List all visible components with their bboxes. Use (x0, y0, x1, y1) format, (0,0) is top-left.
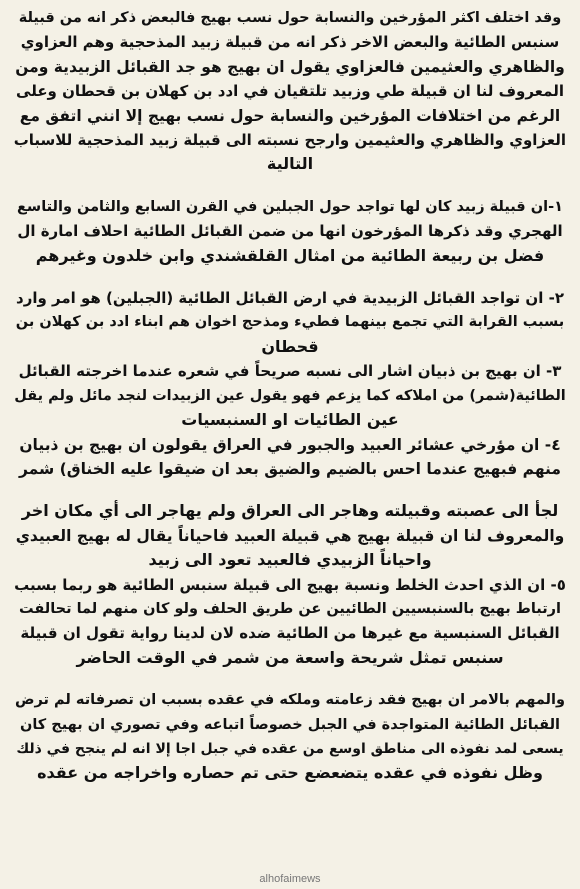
text-line: عين الطائيات او السنبسيات (181, 410, 399, 430)
paragraph-reason-1 (14, 195, 566, 268)
text-line: ٥- ان الذي احدث الخلط ونسبة بهيج الى قبيلة سنبس الطائية هو ربما بسبب (14, 575, 566, 594)
paragraph-conclusion (14, 688, 566, 786)
text-line: وقد اختلف اكثر المؤرخين والنسابة حول نسب بهيج فالبعض ذكر انه من قبيلة (18, 10, 562, 26)
paragraph-intro (14, 6, 566, 177)
text-line: سنبس تمثل شريحة واسعة من شمر في الوقت الحاضر (76, 647, 504, 667)
text-line: ٣- ان بهيج بن ذبيان اشار الى نسبه صريحاً في شعره عندما اخرجته القبائل (18, 362, 562, 381)
paragraph-reason-5 (14, 499, 566, 670)
text-line: القبائل السنبسية مع غيرها من الطائية ضده لان لدينا رواية تقول ان قبيلة (20, 624, 560, 643)
paragraph-gap (14, 268, 566, 286)
text-line: المعروف لنا ان قبيلة طي وزبيد تلتقيان في ادد بن كهلان بن قحطان وعلى (16, 82, 564, 101)
text-line: العزاوي والظاهري والعثيمين وارجح نسبته الى قبيلة زبيد المذحجية للاسباب (14, 131, 566, 150)
text-line: الطائية(شمر) من املاكه كما يزعم فهو يقول عين الزبيدات لنجد مائل ولم يقل (14, 387, 566, 404)
site-watermark: alhofaimews (259, 873, 321, 885)
text-line: ٤- ان مؤرخي عشائر العبيد والجبور في العراق يقولون ان بهيج بن ذبيان (19, 435, 561, 454)
paragraph-gap (14, 670, 566, 688)
text-line: سنبس الطائية والبعض الاخر ذكر انه من قبيلة زبيد المذحجية وهم العزاوي (20, 33, 560, 52)
text-line: ٢- ان تواجد القبائل الزبيدية في ارض القبائل الطائية (الجبلين) هو امر وارد (16, 289, 564, 308)
paragraph-reasons-2-4 (14, 286, 566, 481)
text-line: لجأ الى عصبته وقبيلته وهاجر الى العراق ولم يهاجر الى أي مكان اخر (21, 501, 559, 521)
text-line: ارتباط بهيج بالسنبسيين الطائيين عن طريق الحلف ولو كان منهم لما تحالفت (18, 600, 561, 617)
text-line: يسعى لمد نفوذه الى مناطق اوسع من عقده في جبل اجا إلا انه لم ينجح في ذلك (16, 740, 564, 757)
text-line: وظل نفوذه في عقده يتضعضع حتى تم حصاره واخراجه من عقده (37, 763, 543, 783)
text-line: القبائل الطائية المتواجدة في الجبل خصوصاً اتباعه وفي تصوري ان بهيج كان (19, 716, 561, 733)
text-line: ١-ان قبيلة زبيد كان لها تواجد حول الجبلين في القرن السابع والثامن والتاسع (17, 198, 563, 215)
text-line: فضل بن ربيعة الطائية من امثال القلقشندي وابن خلدون وغيرهم (35, 245, 545, 265)
text-line: بسبب القرابة التي تجمع بينهما فطيء ومذحج اخوان هم ابناء ادد بن كهلان بن (15, 314, 565, 331)
text-line: الهجري وقد ذكرها المؤرخون انها من ضمن القبائل الطائية احلاف امارة ال (17, 222, 563, 241)
text-line: والمهم بالامر ان بهيج فقد زعامته وملكه في عقده بسبب ان تصرفاته لم ترض (15, 692, 565, 709)
text-line: قحطان (261, 336, 319, 356)
text-line: واحياناً الزبيدي فالعبيد تعود الى زبيد (148, 550, 432, 570)
text-line: والمعروف لنا ان قبيلة بهيج هي قبيلة العبيد فاحياناً يقال له بهيج العبيدي (15, 526, 565, 545)
text-line: التالية (266, 154, 314, 174)
text-line: الرغم من اختلافات المؤرخين والنسابة حول نسب بهيج إلا انني اتفق مع (19, 106, 561, 125)
text-line: منهم فبهيج عندما احس بالضيم والضيق بعد ان ضيقوا عليه الخناق) شمر (19, 459, 561, 478)
paragraph-gap (14, 177, 566, 195)
text-line: والظاهري والعثيمين فالعزاوي يقول ان بهيج هو جد القبائل الزبيدية ومن (15, 57, 565, 76)
paragraph-gap (14, 481, 566, 499)
